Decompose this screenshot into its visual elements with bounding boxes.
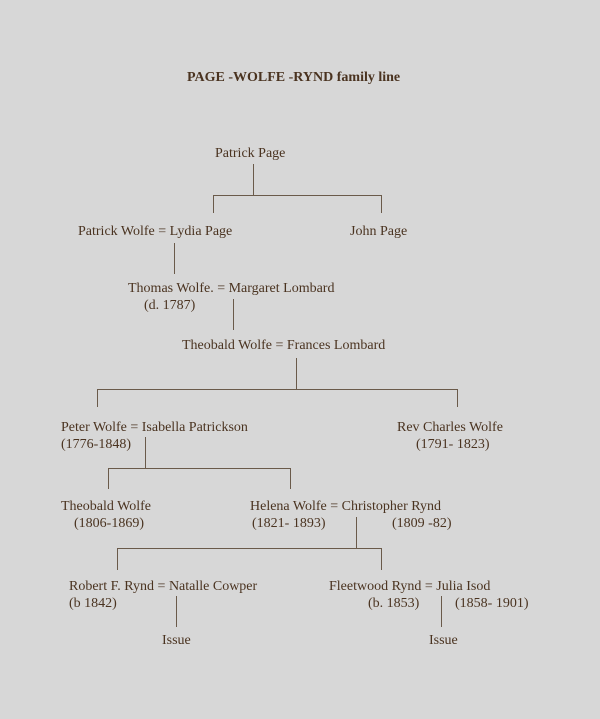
connector-line — [233, 299, 234, 330]
person-patrick-page: Patrick Page — [215, 146, 286, 161]
issue-robert-rynd: Issue — [162, 633, 191, 648]
issue-fleetwood-rynd: Issue — [429, 633, 458, 648]
person-fleetwood-rynd-julia-isod: Fleetwood Rynd = Julia Isod — [329, 579, 491, 594]
connector-line — [457, 389, 458, 407]
person-rev-charles-wolfe-dates: (1791- 1823) — [416, 437, 490, 452]
person-thomas-wolfe-margaret-lombard: Thomas Wolfe. = Margaret Lombard — [128, 281, 335, 296]
person-rev-charles-wolfe: Rev Charles Wolfe — [397, 420, 503, 435]
connector-line — [290, 468, 291, 489]
connector-line — [213, 195, 382, 196]
connector-line — [253, 164, 254, 195]
person-peter-wolfe-dates: (1776-1848) — [61, 437, 131, 452]
person-theobald-wolfe-1806: Theobald Wolfe — [61, 499, 151, 514]
person-julia-isod-dates: (1858- 1901) — [455, 596, 529, 611]
person-thomas-wolfe-dates: (d. 1787) — [144, 298, 196, 313]
connector-line — [117, 548, 382, 549]
connector-line — [381, 548, 382, 570]
connector-line — [213, 195, 214, 213]
person-robert-rynd-dates: (b 1842) — [69, 596, 117, 611]
person-patrick-wolfe-lydia-page: Patrick Wolfe = Lydia Page — [78, 224, 233, 239]
connector-line — [97, 389, 458, 390]
person-john-page: John Page — [350, 224, 408, 239]
connector-line — [174, 243, 175, 274]
connector-line — [356, 517, 357, 548]
person-theobald-wolfe-frances-lombard: Theobald Wolfe = Frances Lombard — [182, 338, 386, 353]
connector-line — [381, 195, 382, 213]
page-title: PAGE -WOLFE -RYND family line — [187, 70, 401, 85]
person-helena-wolfe-dates: (1821- 1893) — [252, 516, 326, 531]
connector-line — [441, 596, 442, 627]
connector-line — [97, 389, 98, 407]
connector-line — [145, 437, 146, 468]
connector-line — [117, 548, 118, 570]
person-peter-wolfe-isabella-patrickson: Peter Wolfe = Isabella Patrickson — [61, 420, 248, 435]
connector-line — [108, 468, 291, 469]
person-helena-wolfe-christopher-rynd: Helena Wolfe = Christopher Rynd — [250, 499, 442, 514]
connector-line — [296, 358, 297, 389]
person-robert-rynd-natalle-cowper: Robert F. Rynd = Natalle Cowper — [69, 579, 258, 594]
person-theobald-wolfe-1806-dates: (1806-1869) — [74, 516, 144, 531]
person-christopher-rynd-dates: (1809 -82) — [392, 516, 452, 531]
person-fleetwood-rynd-dates: (b. 1853) — [368, 596, 420, 611]
connector-line — [108, 468, 109, 489]
connector-line — [176, 596, 177, 627]
